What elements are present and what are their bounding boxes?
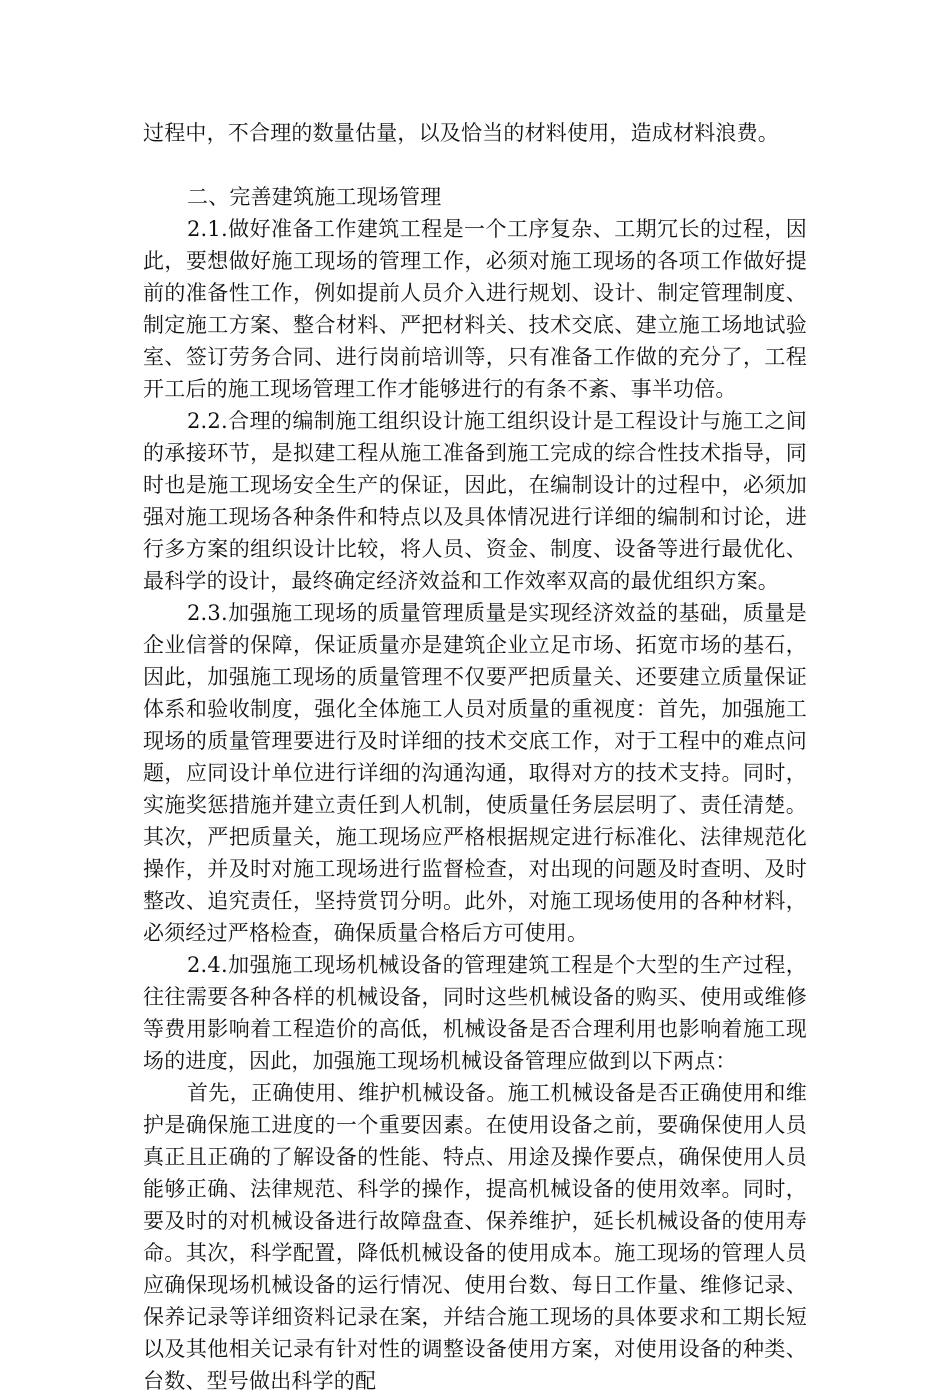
lead-paragraph: 过程中，不合理的数量估量，以及恰当的材料使用，造成材料浪费。 bbox=[143, 121, 779, 145]
paragraph-2-3: 2.3.加强施工现场的质量管理质量是实现经济效益的基础，质量是企业信誉的保障，保证质量亦是建筑企业立足市场、拓宽市场的基石，因此，加强施工现场的质量管理不仅要严把质量关、还要建立质量保证体系和验收制度，强化全体施工人员对质量的重视度：首先，加强施工现场的质量管理要进行及时详细的技术交底工作，对于工程中的难点问题，应同设计单位进行详细的沟通沟通，取得对方的技术支持。同时，实施奖惩措施并建立责任到人机制，使质量任务层层明了、责任清楚。其次，严把质量关，施工现场应严格根据规定进行标准化、法律规范化操作，并及时对施工现场进行监督检查，对出现的问题及时查明、及时整改、追究责任，坚持赏罚分明。此外，对施工现场使用的各种材料，必须经过严格检查，确保质量合格后方可使用。 bbox=[143, 601, 807, 945]
paragraph-2-4: 2.4.加强施工现场机械设备的管理建筑工程是个大型的生产过程，往往需要各种各样的机械设备，同时这些机械设备的购买、使用或维修等费用影响着工程造价的高低，机械设备是否合理利用也影响着施工现场的进度，因此，加强施工现场机械设备管理应做到以下两点： bbox=[143, 953, 807, 1073]
section-heading: 二、完善建筑施工现场管理 bbox=[187, 185, 442, 209]
paragraph-2-1: 2.1.做好准备工作建筑工程是一个工序复杂、工期冗长的过程，因此，要想做好施工现场的管理工作，必须对施工现场的各项工作做好提前的准备性工作，例如提前人员介入进行规划、设计、制定管理制度、制定施工方案、整合材料、严把材料关、技术交底、建立施工场地试验室、签订劳务合同、进行岗前培训等，只有准备工作做的充分了，工程开工后的施工现场管理工作才能够进行的有条不紊、事半功倍。 bbox=[143, 217, 807, 401]
document-body bbox=[143, 117, 807, 1397]
paragraph-2-2: 2.2.合理的编制施工组织设计施工组织设计是工程设计与施工之间的承接环节，是拟建工程从施工准备到施工完成的综合性技术指导，同时也是施工现场安全生产的保证，因此，在编制设计的过程中，必须加强对施工现场各种条件和特点以及具体情况进行详细的编制和讨论，进行多方案的组织设计比较，将人员、资金、制度、设备等进行最优化、最科学的设计，最终确定经济效益和工作效率双高的最优组织方案。 bbox=[143, 409, 807, 593]
paragraph-2-4-first-point: 首先，正确使用、维护机械设备。施工机械设备是否正确使用和维护是确保施工进度的一个重要因素。在使用设备之前，要确保使用人员真正且正确的了解设备的性能、特点、用途及操作要点，确保使用人员能够正确、法律规范、科学的操作，提高机械设备的使用效率。同时，要及时的对机械设备进行故障盘查、保养维护，延长机械设备的使用寿命。其次，科学配置，降低机械设备的使用成本。施工现场的管理人员应确保现场机械设备的运行情况、使用台数、每日工作量、维修记录、保养记录等详细资料记录在案，并结合施工现场的具体要求和工期长短以及其他相关记录有针对性的调整设备使用方案，对使用设备的种类、台数、型号做出科学的配 bbox=[143, 1081, 807, 1393]
